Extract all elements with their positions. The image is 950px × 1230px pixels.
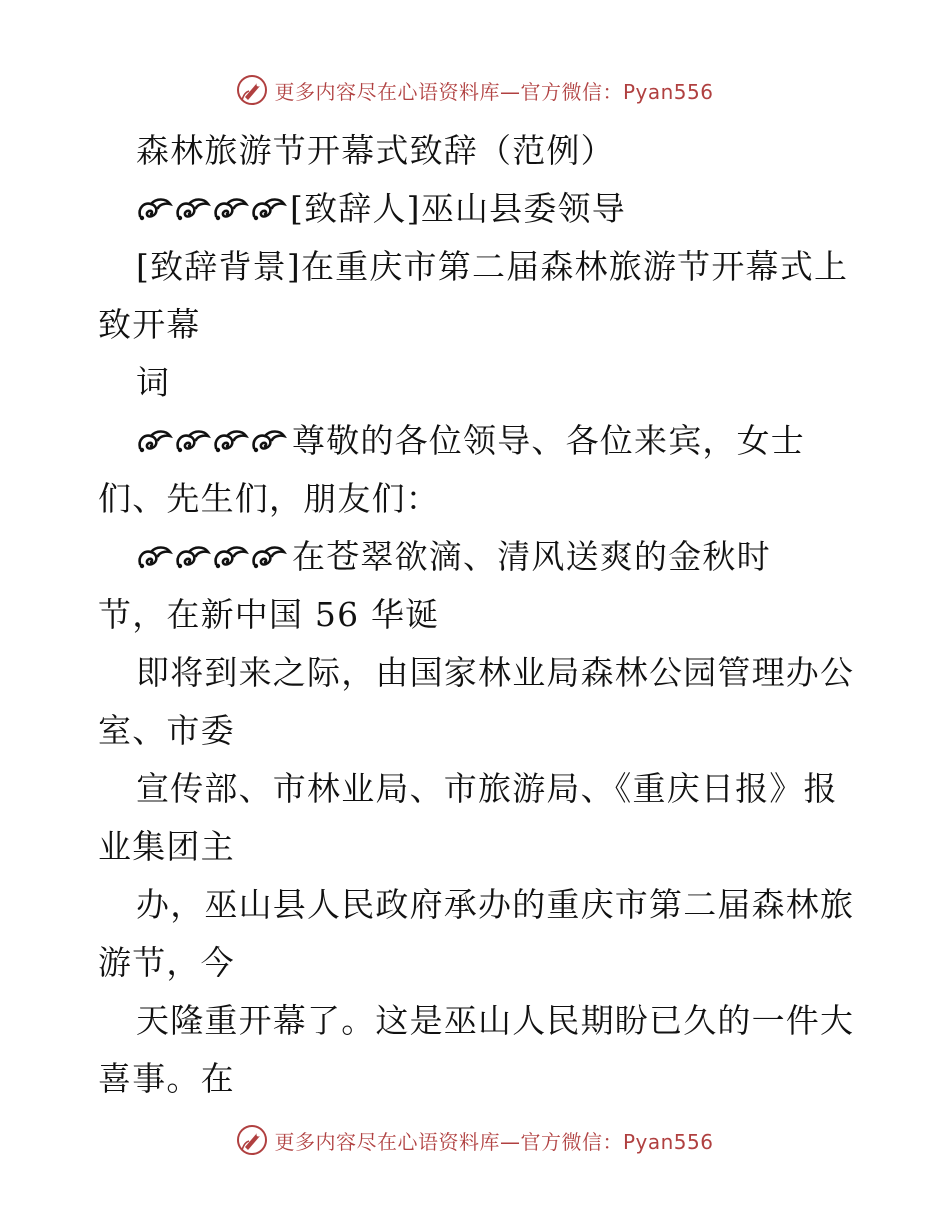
- background-line-2: 致开幕: [98, 305, 201, 344]
- pen-nib-logo-icon: [236, 74, 268, 106]
- document-title: 森林旅游节开幕式致辞（范例）: [136, 131, 615, 170]
- header-text: 更多内容尽在心语资料库—官方微信：Pyan556: [274, 79, 714, 104]
- paragraph-line-10: 喜事。在: [98, 1059, 235, 1098]
- document-body: [98, 122, 858, 1108]
- paragraph-line-1: [98, 528, 858, 586]
- paragraph-line-2: 节，在新中国 56 华诞: [98, 595, 440, 634]
- greeting-line-1: [98, 412, 858, 470]
- pen-nib-logo-icon: [236, 1124, 268, 1156]
- speaker-line: [98, 180, 858, 238]
- paragraph-line-3: 即将到来之际，由国家林业局森林公园管理办公: [136, 653, 855, 692]
- paragraph-text: 在苍翠欲滴、清风送爽的金秋时: [292, 537, 771, 576]
- footer-text: 更多内容尽在心语资料库—官方微信：Pyan556: [274, 1129, 714, 1154]
- page-footer-banner: [0, 1120, 950, 1160]
- fleuron-ornament-icon: [136, 194, 288, 222]
- background-line-3: 词: [136, 363, 171, 402]
- paragraph-line-9: 天隆重开幕了。这是巫山人民期盼已久的一件大: [136, 1001, 855, 1040]
- greeting-line-2: 们、先生们，朋友们：: [98, 479, 440, 518]
- background-line-1: [致辞背景]在重庆市第二届森林旅游节开幕式上: [136, 247, 849, 286]
- paragraph-line-5: 宣传部、市林业局、市旅游局、《重庆日报》报: [136, 769, 838, 808]
- paragraph-line-4: 室、市委: [98, 711, 235, 750]
- page-header-banner: [0, 70, 950, 110]
- fleuron-ornament-icon: [136, 426, 288, 454]
- paragraph-line-6: 业集团主: [98, 827, 235, 866]
- paragraph-line-8: 游节，今: [98, 943, 235, 982]
- greeting-text: 尊敬的各位领导、各位来宾，女士: [292, 421, 805, 460]
- fleuron-ornament-icon: [136, 542, 288, 570]
- speaker-text: [致辞人]巫山县委领导: [290, 189, 626, 228]
- paragraph-line-7: 办，巫山县人民政府承办的重庆市第二届森林旅: [136, 885, 855, 924]
